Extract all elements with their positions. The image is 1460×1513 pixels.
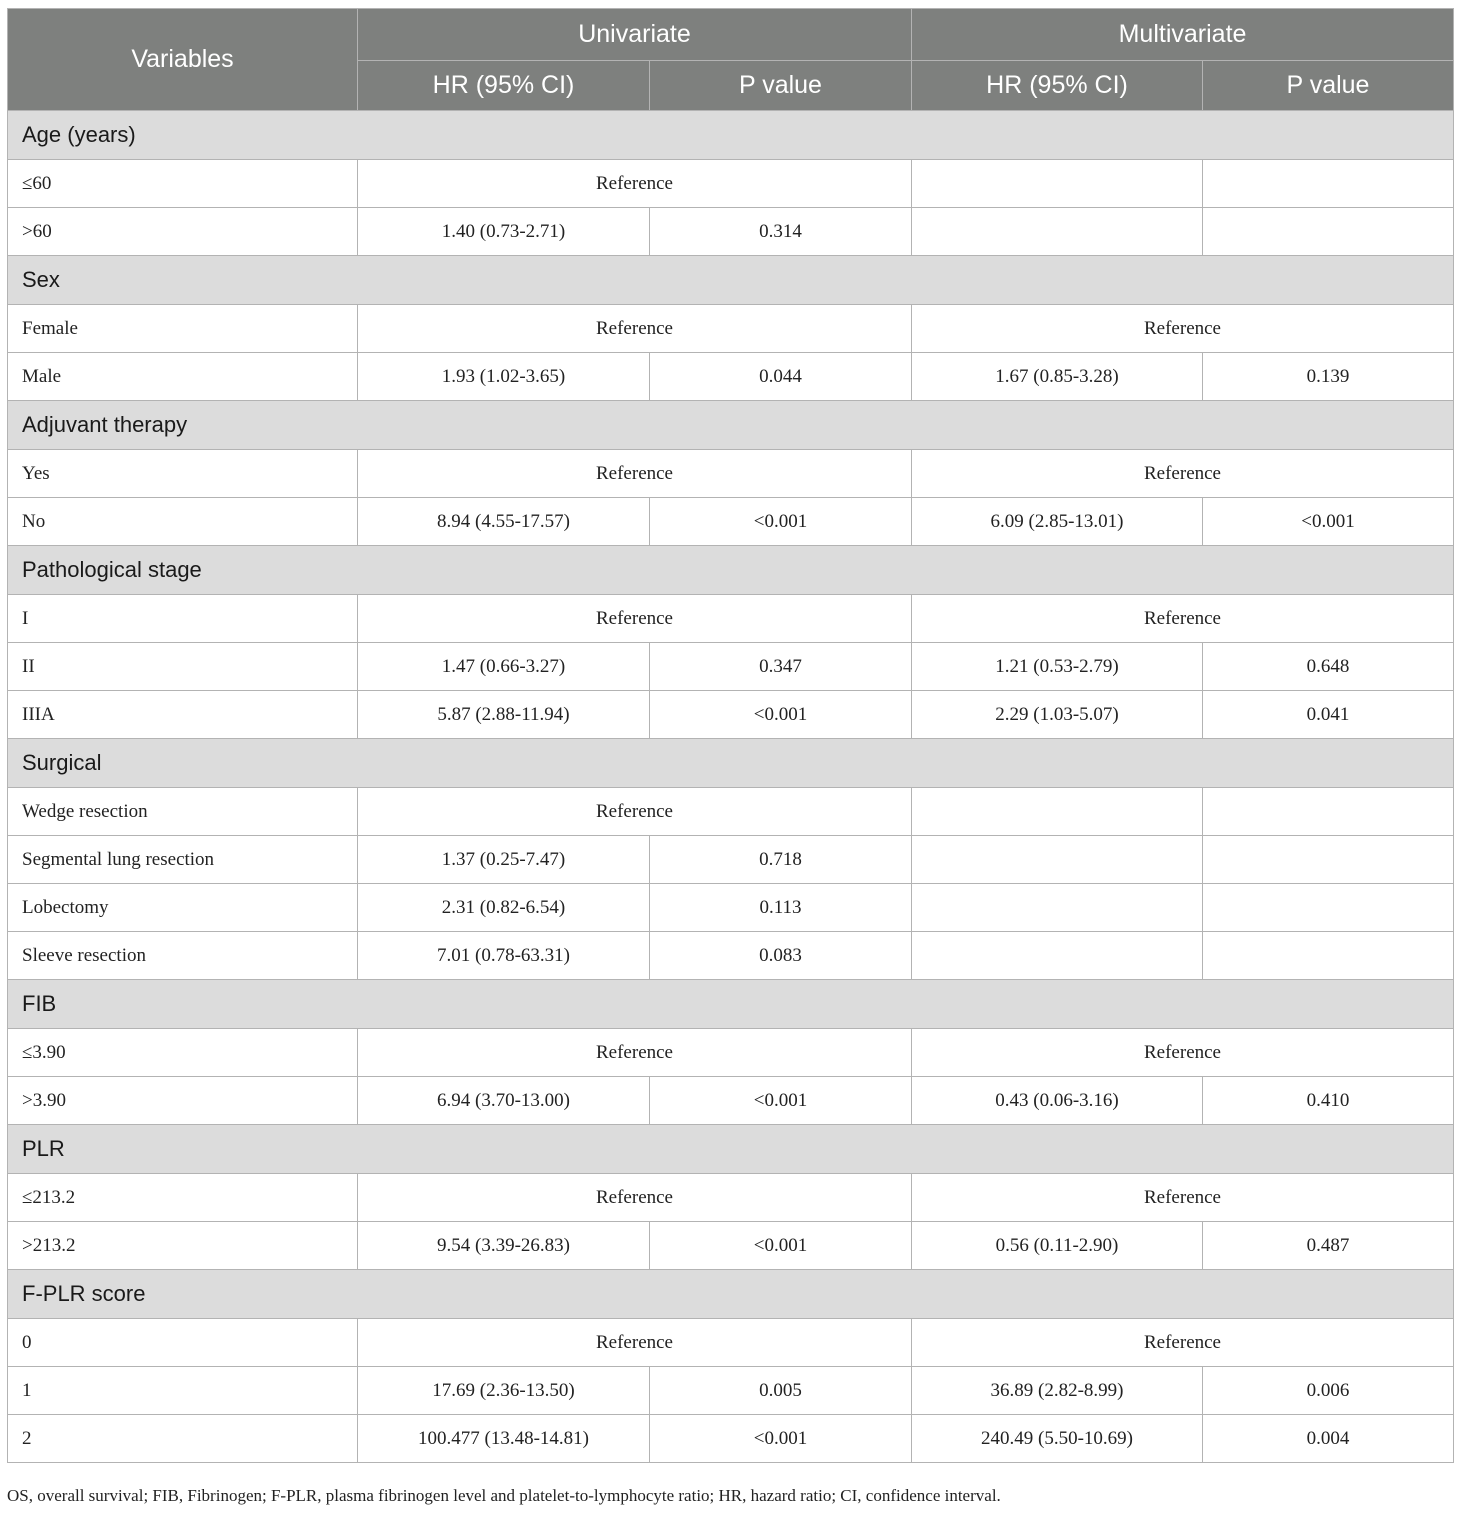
section-header-row <box>8 1270 1454 1319</box>
univariate-p-value: 0.347 <box>650 643 912 691</box>
variable-label: Male <box>8 353 358 401</box>
table-row <box>8 160 1454 208</box>
univariate-hr-ci: 8.94 (4.55-17.57) <box>358 498 650 546</box>
univariate-p-value: 0.044 <box>650 353 912 401</box>
section-title: Pathological stage <box>8 546 1454 595</box>
multivariate-reference: Reference <box>912 1174 1454 1222</box>
section-title: F-PLR score <box>8 1270 1454 1319</box>
multivariate-p-value: 0.006 <box>1203 1367 1454 1415</box>
multivariate-p-value <box>1203 788 1454 836</box>
multivariate-hr-ci <box>912 932 1203 980</box>
multivariate-reference: Reference <box>912 305 1454 353</box>
multivariate-p-value: 0.410 <box>1203 1077 1454 1125</box>
univariate-hr-ci: 6.94 (3.70-13.00) <box>358 1077 650 1125</box>
multivariate-hr-ci: 1.67 (0.85-3.28) <box>912 353 1203 401</box>
multivariate-hr-ci: 0.56 (0.11-2.90) <box>912 1222 1203 1270</box>
variable-label: ≤3.90 <box>8 1029 358 1077</box>
cox-regression-table <box>7 8 1454 1463</box>
table-body <box>8 111 1454 1463</box>
multivariate-p-value <box>1203 208 1454 256</box>
variable-label: IIIA <box>8 691 358 739</box>
variable-label: I <box>8 595 358 643</box>
table-row <box>8 305 1454 353</box>
table-row <box>8 450 1454 498</box>
table-row <box>8 932 1454 980</box>
multivariate-hr-ci: 2.29 (1.03-5.07) <box>912 691 1203 739</box>
multivariate-reference: Reference <box>912 1319 1454 1367</box>
multivariate-hr-ci <box>912 884 1203 932</box>
header-multi-p: P value <box>1203 61 1454 111</box>
section-title: Age (years) <box>8 111 1454 160</box>
univariate-p-value: 0.113 <box>650 884 912 932</box>
multivariate-p-value <box>1203 932 1454 980</box>
univariate-reference: Reference <box>358 450 912 498</box>
header-univariate: Univariate <box>358 9 912 61</box>
univariate-hr-ci: 9.54 (3.39-26.83) <box>358 1222 650 1270</box>
table-row <box>8 788 1454 836</box>
table-row <box>8 498 1454 546</box>
univariate-reference: Reference <box>358 788 912 836</box>
section-header-row <box>8 546 1454 595</box>
univariate-hr-ci: 100.477 (13.48-14.81) <box>358 1415 650 1463</box>
variable-label: 2 <box>8 1415 358 1463</box>
section-header-row <box>8 401 1454 450</box>
multivariate-p-value <box>1203 160 1454 208</box>
univariate-hr-ci: 7.01 (0.78-63.31) <box>358 932 650 980</box>
univariate-p-value: 0.005 <box>650 1367 912 1415</box>
header-uni-hr: HR (95% CI) <box>358 61 650 111</box>
variable-label: 1 <box>8 1367 358 1415</box>
section-header-row <box>8 739 1454 788</box>
multivariate-reference: Reference <box>912 1029 1454 1077</box>
section-header-row <box>8 111 1454 160</box>
header-multi-hr: HR (95% CI) <box>912 61 1203 111</box>
univariate-p-value: <0.001 <box>650 691 912 739</box>
multivariate-reference: Reference <box>912 595 1454 643</box>
univariate-p-value: 0.083 <box>650 932 912 980</box>
table-row <box>8 595 1454 643</box>
univariate-hr-ci: 1.47 (0.66-3.27) <box>358 643 650 691</box>
univariate-p-value: <0.001 <box>650 1415 912 1463</box>
variable-label: II <box>8 643 358 691</box>
multivariate-hr-ci: 240.49 (5.50-10.69) <box>912 1415 1203 1463</box>
variable-label: ≤213.2 <box>8 1174 358 1222</box>
multivariate-p-value: 0.004 <box>1203 1415 1454 1463</box>
section-title: Sex <box>8 256 1454 305</box>
table-row <box>8 1174 1454 1222</box>
multivariate-p-value <box>1203 884 1454 932</box>
univariate-reference: Reference <box>358 1319 912 1367</box>
variable-label: No <box>8 498 358 546</box>
section-title: PLR <box>8 1125 1454 1174</box>
univariate-reference: Reference <box>358 305 912 353</box>
variable-label: ≤60 <box>8 160 358 208</box>
variable-label: >3.90 <box>8 1077 358 1125</box>
section-header-row <box>8 980 1454 1029</box>
multivariate-reference: Reference <box>912 450 1454 498</box>
univariate-hr-ci: 1.40 (0.73-2.71) <box>358 208 650 256</box>
variable-label: Segmental lung resection <box>8 836 358 884</box>
section-header-row <box>8 256 1454 305</box>
univariate-hr-ci: 1.93 (1.02-3.65) <box>358 353 650 401</box>
univariate-p-value: <0.001 <box>650 1077 912 1125</box>
univariate-reference: Reference <box>358 160 912 208</box>
table-row <box>8 208 1454 256</box>
univariate-reference: Reference <box>358 595 912 643</box>
multivariate-p-value: 0.139 <box>1203 353 1454 401</box>
variable-label: >213.2 <box>8 1222 358 1270</box>
variable-label: >60 <box>8 208 358 256</box>
section-title: Surgical <box>8 739 1454 788</box>
variable-label: Sleeve resection <box>8 932 358 980</box>
multivariate-p-value: 0.487 <box>1203 1222 1454 1270</box>
variable-label: Yes <box>8 450 358 498</box>
univariate-hr-ci: 5.87 (2.88-11.94) <box>358 691 650 739</box>
table-row <box>8 1077 1454 1125</box>
multivariate-hr-ci: 36.89 (2.82-8.99) <box>912 1367 1203 1415</box>
univariate-reference: Reference <box>358 1174 912 1222</box>
multivariate-hr-ci <box>912 836 1203 884</box>
table-row <box>8 643 1454 691</box>
multivariate-hr-ci <box>912 208 1203 256</box>
table-footnote: OS, overall survival; FIB, Fibrinogen; F-PLR, plasma fibrinogen level and platelet-to-lymphocyte ratio; HR, hazard ratio; CI, confidence interval. <box>7 1486 1001 1505</box>
univariate-p-value: 0.314 <box>650 208 912 256</box>
univariate-hr-ci: 2.31 (0.82-6.54) <box>358 884 650 932</box>
header-uni-p: P value <box>650 61 912 111</box>
variable-label: Female <box>8 305 358 353</box>
variable-label: Wedge resection <box>8 788 358 836</box>
header-multivariate: Multivariate <box>912 9 1454 61</box>
section-title: FIB <box>8 980 1454 1029</box>
table-row <box>8 1319 1454 1367</box>
multivariate-hr-ci: 0.43 (0.06-3.16) <box>912 1077 1203 1125</box>
multivariate-p-value: 0.041 <box>1203 691 1454 739</box>
multivariate-hr-ci <box>912 788 1203 836</box>
table-row <box>8 884 1454 932</box>
variable-label: 0 <box>8 1319 358 1367</box>
univariate-p-value: <0.001 <box>650 1222 912 1270</box>
univariate-reference: Reference <box>358 1029 912 1077</box>
section-title: Adjuvant therapy <box>8 401 1454 450</box>
section-header-row <box>8 1125 1454 1174</box>
table-row <box>8 1029 1454 1077</box>
multivariate-hr-ci <box>912 160 1203 208</box>
table-row <box>8 836 1454 884</box>
univariate-p-value: <0.001 <box>650 498 912 546</box>
table-row <box>8 1367 1454 1415</box>
multivariate-p-value: <0.001 <box>1203 498 1454 546</box>
multivariate-p-value: 0.648 <box>1203 643 1454 691</box>
univariate-hr-ci: 17.69 (2.36-13.50) <box>358 1367 650 1415</box>
multivariate-hr-ci: 6.09 (2.85-13.01) <box>912 498 1203 546</box>
table-row <box>8 691 1454 739</box>
header-variables: Variables <box>8 9 358 111</box>
univariate-hr-ci: 1.37 (0.25-7.47) <box>358 836 650 884</box>
multivariate-hr-ci: 1.21 (0.53-2.79) <box>912 643 1203 691</box>
table-row <box>8 353 1454 401</box>
univariate-p-value: 0.718 <box>650 836 912 884</box>
table-row <box>8 1415 1454 1463</box>
variable-label: Lobectomy <box>8 884 358 932</box>
multivariate-p-value <box>1203 836 1454 884</box>
table-row <box>8 1222 1454 1270</box>
